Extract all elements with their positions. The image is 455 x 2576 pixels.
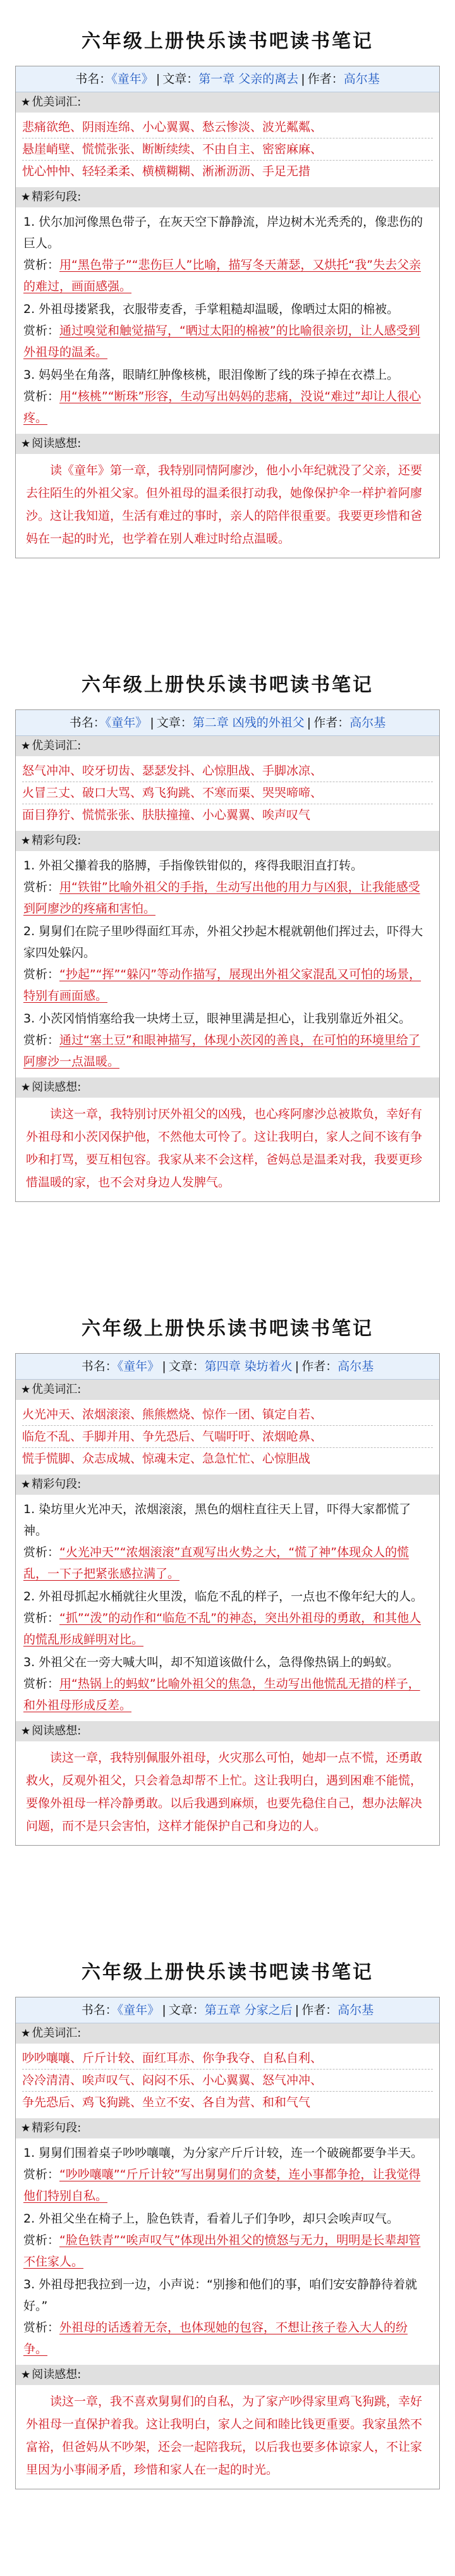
excerpt-list (16, 1495, 439, 1721)
chapter-label: 文章： (168, 1359, 205, 1373)
note-card (15, 66, 440, 558)
excerpt-item (23, 2142, 432, 2207)
vocab-header: ★ 优美词汇: (16, 2023, 439, 2044)
excerpt-header: ★ 精彩句段: (16, 2118, 439, 2138)
star-icon: ★ (21, 1725, 31, 1738)
author-label: 作者： (313, 716, 350, 730)
excerpt-sentence: 2. 舅舅们在院子里吵得面红耳赤，外祖父抄起木棍就朝他们挥过去，吓得大家四处躲闪。 (23, 924, 423, 960)
vocab-row: 怒气冲冲、咬牙切齿、瑟瑟发抖、心惊胆战、手脚冰凉、 (22, 760, 433, 782)
star-icon: ★ (21, 1478, 31, 1491)
excerpt-sentence: 3. 外祖父在一旁大喊大叫，却不知道该做什么，急得像热锅上的蚂蚁。 (23, 1655, 399, 1669)
excerpt-analysis: 赏析：外祖母的话透着无奈，也体现她的包容，不想让孩子卷入大人的纷争。 (23, 2321, 408, 2356)
book-name: 《童年》 (111, 72, 154, 86)
thought-header: ★ 阅读感想: (16, 434, 439, 454)
vocab-row: 忧心忡忡、轻轻柔柔、横横糊糊、淅淅沥沥、手足无措 (22, 164, 311, 178)
thought-text: 读这一章，我不喜欢舅舅们的自私，为了家产吵得家里鸡飞狗跳，幸好外祖母一直保护着我。这让我明白，家人之间和睦比钱更重要。我家虽然不富裕，但爸妈从不吵架，还会一起陪我玩，以后我也要多体谅家人，不让家里因为小事闹矛盾，珍惜和家人在一起的时光。 (26, 2395, 423, 2477)
star-icon: ★ (21, 2027, 31, 2040)
note-page-4 (0, 1931, 455, 2575)
excerpt-sentence: 2. 外祖母抓起水桶就往火里泼，临危不乱的样子，一点也不像年纪大的人。 (23, 1590, 423, 1604)
thought-header: ★ 阅读感想: (16, 1077, 439, 1098)
vocab-row: 争先恐后、鸡飞狗跳、坐立不安、各自为营、和和气气 (22, 2095, 311, 2109)
book-label: 书名： (81, 1359, 118, 1373)
excerpt-item (23, 1008, 432, 1072)
excerpt-analysis: 赏析：通过“塞土豆”和眼神描写，体现小茨冈的善良，在可怕的环境里给了阿廖沙一点温暖。 (23, 1033, 420, 1069)
vocab-header: ★ 优美词汇: (16, 736, 439, 756)
chapter-name: 第五章 分家之后 (204, 2003, 293, 2017)
note-card (15, 709, 440, 1202)
vocab-list (16, 756, 439, 831)
star-icon: ★ (21, 1081, 31, 1094)
excerpt-analysis: 赏析：通过嗅觉和触觉描写，“晒过太阳的棉被”的比喻很亲切，让人感受到外祖母的温柔。 (23, 324, 420, 359)
excerpt-analysis: 赏析：“抓”“泼”的动作和“临危不乱”的神态，突出外祖母的勇敢，和其他人的慌乱形成鲜明对比。 (23, 1611, 422, 1647)
book-meta: 书名：《童年》 | 文章：第一章 父亲的离去 | 作者：高尔基 (16, 66, 439, 92)
star-icon: ★ (21, 740, 31, 752)
star-icon: ★ (21, 2369, 31, 2381)
excerpt-analysis: 赏析：用“热锅上的蚂蚁”比喻外祖父的焦急，生动写出他慌乱无措的样子，和外祖母形成反差。 (23, 1677, 420, 1712)
note-card (15, 1353, 440, 1846)
vocab-header: ★ 优美词汇: (16, 1380, 439, 1400)
excerpt-analysis: 赏析：用“黑色带子”“悲伤巨人”比喻，描写冬天萧瑟，又烘托“我”失去父亲的难过，画面感强。 (23, 258, 422, 293)
excerpt-sentence: 1. 舅舅们围着桌子吵吵嚷嚷，为分家产斤斤计较，连一个破碗都要争半天。 (23, 2146, 423, 2160)
star-icon: ★ (21, 2122, 31, 2135)
star-icon: ★ (21, 438, 31, 450)
chapter-name: 第二章 凶残的外祖父 (192, 716, 305, 730)
excerpt-list (16, 851, 439, 1077)
vocab-header: ★ 优美词汇: (16, 92, 439, 113)
vocab-row: 火冒三丈、破口大骂、鸡飞狗跳、不寒而栗、哭哭啼啼、 (22, 782, 433, 804)
star-icon: ★ (21, 191, 31, 204)
excerpt-analysis: 赏析：用“铁钳”比喻外祖父的手指，生动写出他的用力与凶狠，让我能感受到阿廖沙的疼痛和害怕。 (23, 880, 420, 916)
book-name: 《童年》 (117, 1359, 160, 1373)
page-title: 六年级上册快乐读书吧读书笔记 (82, 30, 373, 52)
excerpt-header: ★ 精彩句段: (16, 831, 439, 851)
excerpt-list (16, 2138, 439, 2365)
thought-header: ★ 阅读感想: (16, 2365, 439, 2385)
vocab-row: 悲痛欲绝、阴雨连绵、小心翼翼、愁云惨淡、波光粼粼、 (22, 116, 433, 138)
book-meta: 书名：《童年》 | 文章：第四章 染坊着火 | 作者：高尔基 (16, 1354, 439, 1380)
note-page-1 (0, 0, 455, 644)
author-name: 高尔基 (337, 1359, 374, 1373)
chapter-label: 文章： (168, 2003, 205, 2017)
vocab-list (16, 113, 439, 187)
book-label: 书名： (81, 2003, 118, 2017)
excerpt-analysis: 赏析：“火光冲天”“浓烟滚滚”直观写出火势之大，“慌了神”体现众人的慌乱，一下子把紧张感拉满了。 (23, 1545, 410, 1581)
star-icon: ★ (21, 835, 31, 847)
book-name: 《童年》 (117, 2003, 160, 2017)
excerpt-sentence: 3. 妈妈坐在角落，眼睛红肿像核桃，眼泪像断了线的珠子掉在衣襟上。 (23, 368, 399, 382)
star-icon: ★ (21, 96, 31, 109)
author-label: 作者： (301, 2003, 338, 2017)
excerpt-sentence: 3. 外祖母把我拉到一边，小声说：“别掺和他们的事，咱们安安静静待着就好。” (23, 2278, 418, 2313)
excerpt-sentence: 2. 外祖母搂紧我，衣服带麦香，手掌粗糙却温暖，像晒过太阳的棉被。 (23, 302, 399, 316)
book-meta: 书名：《童年》 | 文章：第二章 凶残的外祖父 | 作者：高尔基 (16, 710, 439, 736)
thought-text: 读这一章，我特别讨厌外祖父的凶残，也心疼阿廖沙总被欺负，幸好有外祖母和小茨冈保护他，不然他太可怜了。这让我明白，家人之间不该有争吵和打骂，要互相包容。我家从来不会这样，爸妈总是温柔对我，我要更珍惜温暖的家，也不会对身边人发脾气。 (26, 1107, 423, 1189)
author-name: 高尔基 (337, 2003, 374, 2017)
vocab-row: 慌手慌脚、众志成城、惊魂未定、急急忙忙、心惊胆战 (22, 1452, 311, 1466)
excerpt-item (23, 1586, 432, 1650)
excerpt-sentence: 1. 伏尔加河像黑色带子，在灰天空下静静流，岸边树木光秃秃的，像悲伤的巨人。 (23, 215, 423, 250)
excerpt-header: ★ 精彩句段: (16, 1475, 439, 1495)
vocab-row: 冷冷清清、唉声叹气、闷闷不乐、小心翼翼、怒气冲冲、 (22, 2070, 433, 2092)
excerpt-item (23, 211, 432, 297)
excerpt-header: ★ 精彩句段: (16, 187, 439, 207)
vocab-list (16, 2044, 439, 2118)
vocab-row: 面目狰狞、慌慌张张、肤肤撞撞、小心翼翼、唉声叹气 (22, 808, 311, 822)
excerpt-sentence: 1. 染坊里火光冲天，浓烟滚滚，黑色的烟柱直往天上冒，吓得大家都慌了神。 (23, 1502, 411, 1538)
page-title: 六年级上册快乐读书吧读书笔记 (82, 1318, 373, 1340)
excerpt-analysis: 赏析：“吵吵嚷嚷”“斤斤计较”写出舅舅们的贪婪，连小事都争抢，让我觉得他们特别自私。 (23, 2168, 421, 2203)
excerpt-item (23, 298, 432, 363)
excerpt-item (23, 2208, 432, 2272)
vocab-row: 火光冲天、浓烟滚滚、熊熊燃烧、惊作一团、镇定自若、 (22, 1404, 433, 1426)
excerpt-item (23, 364, 432, 429)
star-icon: ★ (21, 1383, 31, 1396)
chapter-name: 第四章 染坊着火 (204, 1359, 293, 1373)
book-meta: 书名：《童年》 | 文章：第五章 分家之后 | 作者：高尔基 (16, 1997, 439, 2023)
author-name: 高尔基 (343, 72, 380, 86)
excerpt-item (23, 2274, 432, 2360)
note-card (15, 1997, 440, 2489)
excerpt-item (23, 1652, 432, 1716)
excerpt-analysis: 赏析：用“核桃”“断珠”形容，生动写出妈妈的悲痛，没说“难过”却让人很心疼。 (23, 389, 422, 425)
excerpt-sentence: 1. 外祖父攥着我的胳膊，手指像铁钳似的，疼得我眼泪直打转。 (23, 859, 363, 873)
page-title: 六年级上册快乐读书吧读书笔记 (82, 1961, 373, 1984)
excerpt-sentence: 3. 小茨冈悄悄塞给我一块烤土豆，眼神里满是担心，让我别靠近外祖父。 (23, 1012, 411, 1026)
note-page-2 (0, 644, 455, 1287)
vocab-list (16, 1400, 439, 1475)
excerpt-item (23, 855, 432, 919)
author-label: 作者： (307, 72, 344, 86)
author-label: 作者： (301, 1359, 338, 1373)
note-page-3 (0, 1287, 455, 1931)
excerpt-list (16, 207, 439, 434)
excerpt-item (23, 1499, 432, 1585)
book-label: 书名： (75, 72, 112, 86)
excerpt-analysis: 赏析：“抄起”“挥”“躲闪”等动作描写，展现出外祖父家混乱又可怕的场景，特别有画面感。 (23, 967, 422, 1003)
vocab-row: 吵吵嚷嚷、斤斤计较、面红耳赤、你争我夺、自私自利、 (22, 2047, 433, 2070)
book-label: 书名： (69, 716, 106, 730)
chapter-name: 第一章 父亲的离去 (198, 72, 299, 86)
thought-text: 读这一章，我特别佩服外祖母，火灾那么可怕，她却一点不慌，还勇敢救火，反观外祖父，只会着急却帮不上忙。这让我明白，遇到困难不能慌，要像外祖母一样冷静勇敢。以后我遇到麻烦，也要先稳住自己，想办法解决问题，而不是只会害怕，这样才能保护自己和身边的人。 (26, 1751, 423, 1833)
author-name: 高尔基 (349, 716, 386, 730)
book-name: 《童年》 (105, 716, 148, 730)
vocab-row: 临危不乱、手脚并用、争先恐后、气喘吁吁、浓烟呛鼻、 (22, 1426, 433, 1448)
chapter-label: 文章： (162, 72, 199, 86)
thought-text: 读《童年》第一章，我特别同情阿廖沙，他小小年纪就没了父亲，还要去往陌生的外祖父家。但外祖母的温柔很打动我，她像保护伞一样护着阿廖沙。这让我知道，生活有难过的事时，亲人的陪伴很重要。我要更珍惜和爸妈在一起的时光，也学着在别人难过时给点温暖。 (26, 463, 423, 546)
excerpt-sentence: 2. 外祖父坐在椅子上，脸色铁青，看着儿子们争吵，却只会唉声叹气。 (23, 2212, 399, 2226)
excerpt-analysis: 赏析：“脸色铁青”“唉声叹气”体现出外祖父的愤怒与无力，明明是长辈却管不住家人。 (23, 2233, 421, 2269)
page-title: 六年级上册快乐读书吧读书笔记 (82, 674, 373, 696)
excerpt-item (23, 921, 432, 1007)
thought-header: ★ 阅读感想: (16, 1721, 439, 1741)
chapter-label: 文章： (156, 716, 193, 730)
vocab-row: 悬崖峭壁、慌慌张张、断断续续、不由自主、密密麻麻、 (22, 138, 433, 161)
